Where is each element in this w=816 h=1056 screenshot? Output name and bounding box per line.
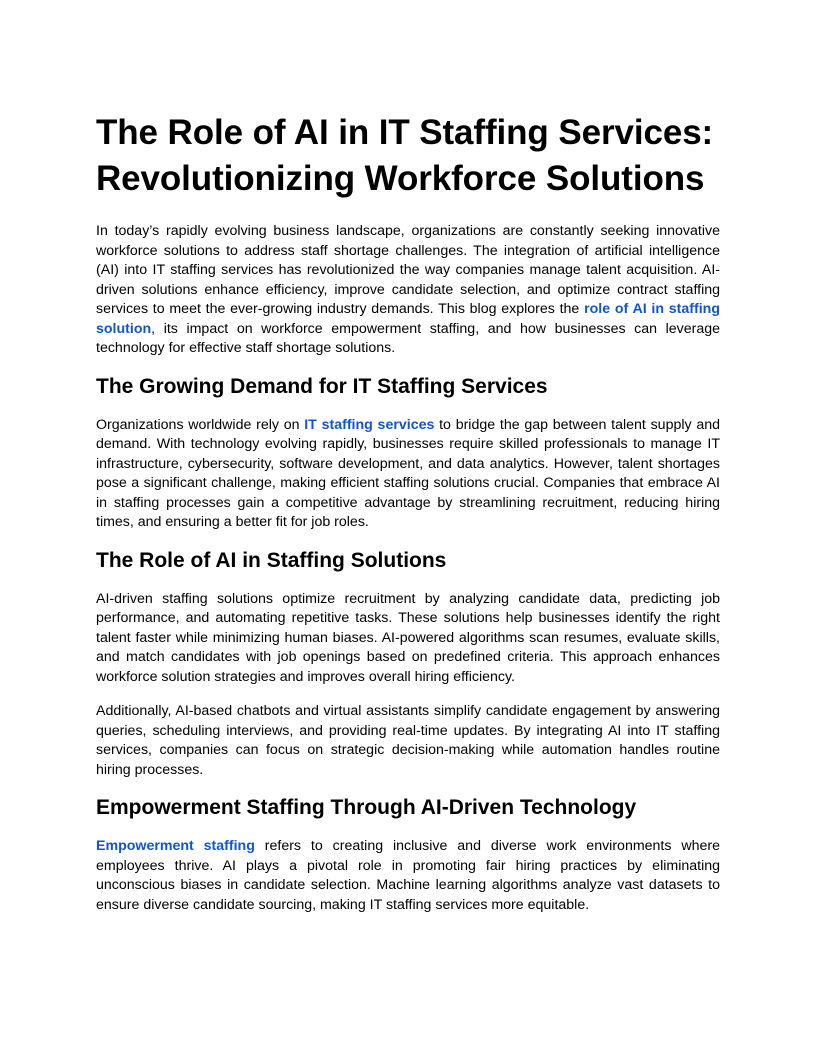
demand-text-start: Organizations worldwide rely on (96, 416, 305, 433)
role-paragraph-2: Additionally, AI-based chatbots and virtual assistants simplify candidate engagement by answering queries, scheduling interviews, and providing real-time updates. By integrating AI into IT staffing services, companies can focus on strategic decision-making while automation handles routine hiring processes. (96, 703, 720, 778)
role-of-ai-link[interactable]: role of AI in staffing solution (96, 301, 720, 337)
intro-text-start: In today’s rapidly evolving business landscape, organizations are constantly seeking innovative workforce solutions to address staff shortage challenges. The integration of artificial intelligence (AI) into IT staffing services has revolutionized the way companies manage talent acquisition. AI-driven solutions enhance efficiency, improve candidate selection, and optimize contract staffing services to meet the ever-growing industry demands. This blog explores the (96, 223, 720, 317)
it-staffing-services-link[interactable]: IT staffing services (304, 416, 435, 433)
empowerment-paragraph (96, 837, 720, 915)
section-heading-demand: The Growing Demand for IT Staffing Services (96, 374, 548, 398)
demand-paragraph (96, 416, 720, 533)
empowerment-text: refers to creating inclusive and diverse work environments where employees thrive. AI plays a pivotal role in promoting fair hiring practices by eliminating unconscious biases in candidate selection. Machine learning algorithms analyze vast datasets to ensure diverse candidate sourcing, making IT staffing services more equitable. (96, 838, 720, 913)
section-heading-empowerment: Empowerment Staffing Through AI-Driven Technology (96, 796, 637, 819)
document-title: The Role of AI in IT Staffing Services: Revolutionizing Workforce Solutions (96, 113, 714, 198)
intro-paragraph (96, 222, 720, 359)
role-paragraph-1: AI-driven staffing solutions optimize recruitment by analyzing candidate data, predicting job performance, and automating repetitive tasks. These solutions help businesses identify the right talent faster while minimizing human biases. AI-powered algorithms scan resumes, evaluate skills, and match candidates with job openings based on predefined criteria. This approach enhances workforce solution strategies and improves overall hiring efficiency. (96, 590, 720, 685)
document-page (96, 110, 720, 930)
intro-text-end: , its impact on workforce empowerment staffing, and how businesses can leverage technology for effective staff shortage solutions. (96, 320, 720, 356)
demand-text-end: to bridge the gap between talent supply and demand. With technology evolving rapidly, businesses require skilled professionals to manage IT infrastructure, cybersecurity, software development, and data analytics. However, talent shortages pose a significant challenge, making efficient staffing solutions crucial. Companies that embrace AI in staffing processes gain a competitive advantage by streamlining recruitment, reducing hiring times, and ensuring a better fit for job roles. (96, 416, 721, 530)
empowerment-staffing-link[interactable]: Empowerment staffing (96, 838, 255, 854)
section-heading-role: The Role of AI in Staffing Solutions (96, 548, 447, 572)
